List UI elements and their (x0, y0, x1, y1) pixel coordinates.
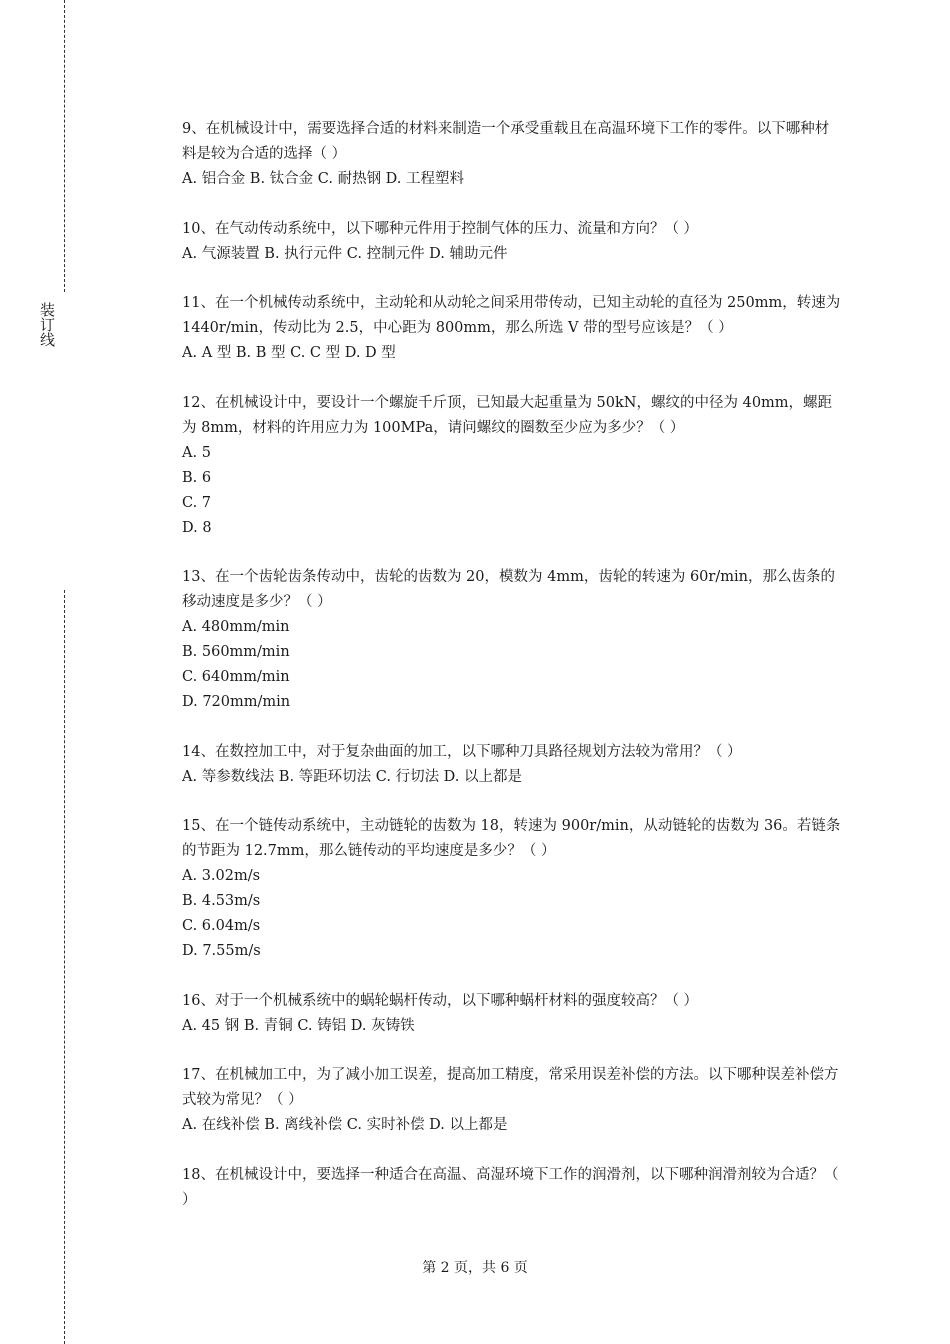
option-a: A. 3.02m/s (182, 868, 261, 884)
option-c: C. 6.04m/s (182, 918, 261, 934)
binding-label: 装订线 (38, 302, 56, 347)
question-options: A. A 型 B. B 型 C. C 型 D. D 型 (182, 345, 396, 361)
question-18 (182, 1163, 842, 1213)
question-text: 14、在数控加工中，对于复杂曲面的加工，以下哪种刀具路径规划方法较为常用？（ ） (182, 743, 742, 760)
question-options: A. 气源装置 B. 执行元件 C. 控制元件 D. 辅助元件 (182, 245, 508, 262)
question-text: 10、在气动传动系统中，以下哪种元件用于控制气体的压力、流量和方向？（ ） (182, 220, 699, 237)
question-15 (182, 814, 842, 964)
question-17 (182, 1063, 842, 1138)
option-d: D. 720mm/min (182, 694, 291, 710)
option-a: A. 480mm/min (182, 619, 290, 635)
option-d: D. 7.55m/s (182, 943, 261, 959)
binding-line-top (64, 0, 65, 292)
question-11 (182, 291, 842, 366)
question-options: A. 在线补偿 B. 离线补偿 C. 实时补偿 D. 以上都是 (182, 1117, 508, 1133)
option-b: B. 4.53m/s (182, 893, 261, 909)
question-text: 17、在机械加工中，为了减小加工误差，提高加工精度，常采用误差补偿的方法。以下哪种误差补偿方式较为常见？（ ） (182, 1067, 839, 1108)
question-14 (182, 740, 842, 790)
question-9 (182, 117, 842, 192)
question-list (182, 117, 842, 1237)
question-text: 15、在一个链传动系统中，主动链轮的齿数为 18，转速为 900r/min，从动链轮的齿数为 36。若链条的节距为 12.7mm，那么链传动的平均速度是多少？（ ） (182, 818, 841, 859)
page-footer: 第 2 页，共 6 页 (422, 1260, 528, 1276)
option-c: C. 7 (182, 494, 212, 511)
question-text: 11、在一个机械传动系统中，主动轮和从动轮之间采用带传动，已知主动轮的直径为 250mm，转速为 1440r/min，传动比为 2.5，中心距为 800mm，那么所选 V 带的型号应该是？（ ） (182, 295, 841, 336)
question-12 (182, 391, 842, 541)
question-options: A. 等参数线法 B. 等距环切法 C. 行切法 D. 以上都是 (182, 768, 523, 785)
option-c: C. 640mm/min (182, 669, 290, 685)
question-16 (182, 989, 842, 1039)
question-text: 18、在机械设计中，要选择一种适合在高温、高湿环境下工作的润滑剂，以下哪种润滑剂较为合适？（ ） (182, 1166, 839, 1208)
binding-line-bottom (64, 590, 65, 1344)
question-text: 16、对于一个机械系统中的蜗轮蜗杆传动，以下哪种蜗杆材料的强度较高？（ ） (182, 992, 699, 1009)
question-text: 12、在机械设计中，要设计一个螺旋千斤顶，已知最大起重量为 50kN，螺纹的中径为 40mm，螺距为 8mm，材料的许用应力为 100MPa，请问螺纹的圈数至少应为多少？（ ） (182, 394, 833, 436)
question-text: 13、在一个齿轮齿条传动中，齿轮的齿数为 20，模数为 4mm，齿轮的转速为 60r/min，那么齿条的移动速度是多少？（ ） (182, 569, 835, 610)
option-b: B. 6 (182, 469, 212, 486)
option-b: B. 560mm/min (182, 644, 290, 660)
question-text: 9、在机械设计中，需要选择合适的材料来制造一个承受重载且在高温环境下工作的零件。以下哪种材料是较为合适的选择（ ） (182, 121, 830, 162)
question-options: A. 45 钢 B. 青铜 C. 铸铝 D. 灰铸铁 (182, 1017, 415, 1034)
question-10 (182, 217, 842, 267)
question-options: A. 铝合金 B. 钛合金 C. 耐热钢 D. 工程塑料 (182, 171, 465, 187)
option-d: D. 8 (182, 519, 212, 536)
option-a: A. 5 (182, 444, 211, 461)
question-13 (182, 565, 842, 715)
